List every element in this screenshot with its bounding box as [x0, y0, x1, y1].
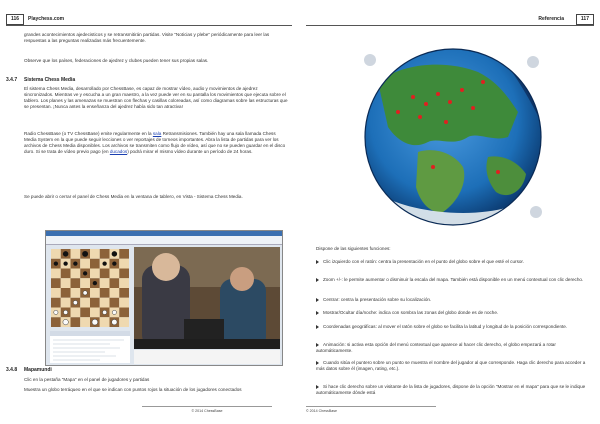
- sec1-number: 3.4.7: [6, 77, 18, 83]
- board-square: [119, 259, 129, 269]
- right-section-name: Referencia: [538, 16, 564, 22]
- left-para1: grandes acontecimientos ajedecisticos y se retransmitirán partidas. Visite "Noticias y plebe" periódicamente para leer las respuestas a las preguntas realizadas más frecuentemente.: [24, 32, 270, 44]
- bullet-item: Animación: si activa esta opción del menú contextual que aparece al hacer clic derecho, el globo empezará a rotar automáticamente.: [316, 342, 556, 354]
- right-header: [306, 14, 594, 26]
- bullet-item: Centrar: centra la presentación sobre su localización.: [316, 297, 586, 303]
- board-square: [100, 288, 110, 298]
- sec1-para2-b: Retransmisiones. También hay una sala llamada Chess Media System en la que puede seguir lecciones o ver reportajes de torneos importantes. Abra la lista de partidas para ver los archivos de Chess Media disponibles. Los archivos se transmiten como flujo de vídeo, así que no se pueden guardar en el disco duro. Si se trata de vídeo previo pago (en: [24, 131, 286, 155]
- board-square: [110, 288, 120, 298]
- board-square: [119, 308, 129, 318]
- sec2-para1: Clic en la pestaña "Mapa" en el panel de jugadores y partidas: [24, 377, 150, 382]
- bullet-arrow-icon: [316, 311, 319, 315]
- board-square: [119, 288, 129, 298]
- board-square: [61, 298, 71, 308]
- board-square: [90, 269, 100, 279]
- sala-link[interactable]: sala: [152, 131, 162, 136]
- board-square: [51, 298, 61, 308]
- left-page-number: 116: [6, 14, 24, 25]
- board-square: [80, 317, 90, 327]
- sec2-title: Mapamundi: [24, 367, 52, 373]
- board-square: [90, 288, 100, 298]
- board-square: [119, 317, 129, 327]
- board-square: [71, 308, 81, 318]
- right-footer: © 2014 ChessBase: [306, 406, 436, 413]
- board-square: [110, 298, 120, 308]
- board-square: [80, 259, 90, 269]
- chess-board-icon: [51, 249, 129, 327]
- board-square: [119, 298, 129, 308]
- sec2-para2: Muestra un globo terráqueo en el que se indican con puntos rojos la situación de los jugadores conectados: [24, 387, 242, 392]
- bullet-arrow-icon: [316, 298, 319, 302]
- board-square: [90, 298, 100, 308]
- left-footer: © 2014 ChessBase: [142, 406, 272, 413]
- left-para2: Observe que los países, federaciones de ajedrez y clubes pueden tener sus propias salas.: [24, 58, 209, 63]
- bullet-arrow-icon: [316, 260, 319, 264]
- sec1-para3: Se puede abrir o cerrar el panel de Chess Media en la ventana de tablero, en Vista - Sistema Chess Media.: [24, 194, 243, 199]
- bullet-item: Mostrar/Ocultar día/noche: indica con sombra las zonas del globo donde es de noche.: [316, 310, 586, 316]
- board-square: [90, 259, 100, 269]
- sec1-para2-c: ) podrá mirar el mismo vídeo durante un período de 24 horas.: [127, 149, 253, 155]
- board-square: [90, 249, 100, 259]
- chess-media-screenshot: [45, 230, 283, 366]
- board-square: [51, 269, 61, 279]
- left-page: [2, 14, 298, 418]
- board-square: [110, 269, 120, 279]
- left-site-name: Playchess.com: [28, 16, 65, 22]
- bullet-arrow-icon: [316, 343, 319, 347]
- board-square: [71, 278, 81, 288]
- screenshot-toolbar: [46, 236, 282, 245]
- ducados-link[interactable]: ducados: [109, 149, 128, 155]
- board-square: [71, 269, 81, 279]
- bullet-arrow-icon: [316, 385, 319, 389]
- sec2-number: 3.4.8: [6, 367, 18, 373]
- video-panel: [134, 247, 280, 349]
- board-square: [71, 288, 81, 298]
- sec1-para1: El sistema Chess Media, desarrollado por ChessBase, es capaz de mostrar vídeo, audio y movimientos de ajedrez sincronizados. Mientras ve y escucha a un gran maestro, a la vez puede ver en su pantalla los movimientos que ejecuta sobre el tablero. Los planes y las amenazas se muestran con flechas y casillas coloreadas, así como diagramas sobre las estructuras que se presentan. ¡Nunca antes la enseñanza del ajedrez había sido tan atractiva!: [24, 86, 288, 110]
- notation-panel: [50, 331, 130, 363]
- board-square: [61, 278, 71, 288]
- board-square: [100, 298, 110, 308]
- board-square: [119, 249, 129, 259]
- board-square: [90, 308, 100, 318]
- board-square: [80, 278, 90, 288]
- bullet-item: Zoom +/-: le permite aumentar o disminuir la escala del mapa. También está disponible en un menú contextual con clic derecho.: [316, 277, 586, 283]
- board-square: [51, 317, 61, 327]
- board-square: [51, 288, 61, 298]
- bullet-arrow-icon: [316, 325, 319, 329]
- right-page-number: 117: [576, 14, 594, 25]
- board-square: [100, 278, 110, 288]
- right-page: [302, 14, 598, 418]
- bullet-item: Clic izquierdo con el ratón: centra la presentación en el punto del globo sobre el que esté el cursor.: [316, 259, 586, 265]
- bullet-item: Cuando sitúa el puntero sobre un punto se muestra el nombre del jugador al que corresponde. Haga clic derecho para acceder a más datos sobre él (imagen, rating, etc.).: [316, 360, 586, 372]
- board-square: [80, 308, 90, 318]
- bullet-arrow-icon: [316, 278, 319, 282]
- bullet-arrow-icon: [316, 361, 319, 365]
- globe-icon: [358, 42, 548, 232]
- bullet-item: Si hace clic derecho sobre un visitante de la lista de jugadores, dispone de la opción "Mostrar en el mapa" para que se le indique automáticamente dónde está: [316, 384, 586, 396]
- board-square: [100, 249, 110, 259]
- board-square: [61, 269, 71, 279]
- board-square: [119, 269, 129, 279]
- board-square: [80, 298, 90, 308]
- bullet-item: Coordenadas geográficas: al mover el ratón sobre el globo se facilita la latitud y longitud de la posición correspondiente.: [316, 324, 586, 330]
- media-controls: [134, 350, 280, 364]
- board-square: [119, 278, 129, 288]
- board-square: [71, 249, 81, 259]
- sec1-para2: [24, 131, 288, 155]
- board-square: [71, 317, 81, 327]
- board-square: [100, 317, 110, 327]
- board-square: [100, 269, 110, 279]
- left-header: [6, 14, 292, 26]
- sec1-title: Sistema Chess Media: [24, 77, 76, 83]
- board-square: [51, 249, 61, 259]
- functions-intro: Dispone de las siguientes funciones:: [316, 246, 391, 251]
- board-square: [61, 288, 71, 298]
- board-square: [110, 278, 120, 288]
- sec1-para2-a: Radio ChessBase (o TV ChessBase) emite regularmente en la: [24, 131, 152, 136]
- board-square: [51, 278, 61, 288]
